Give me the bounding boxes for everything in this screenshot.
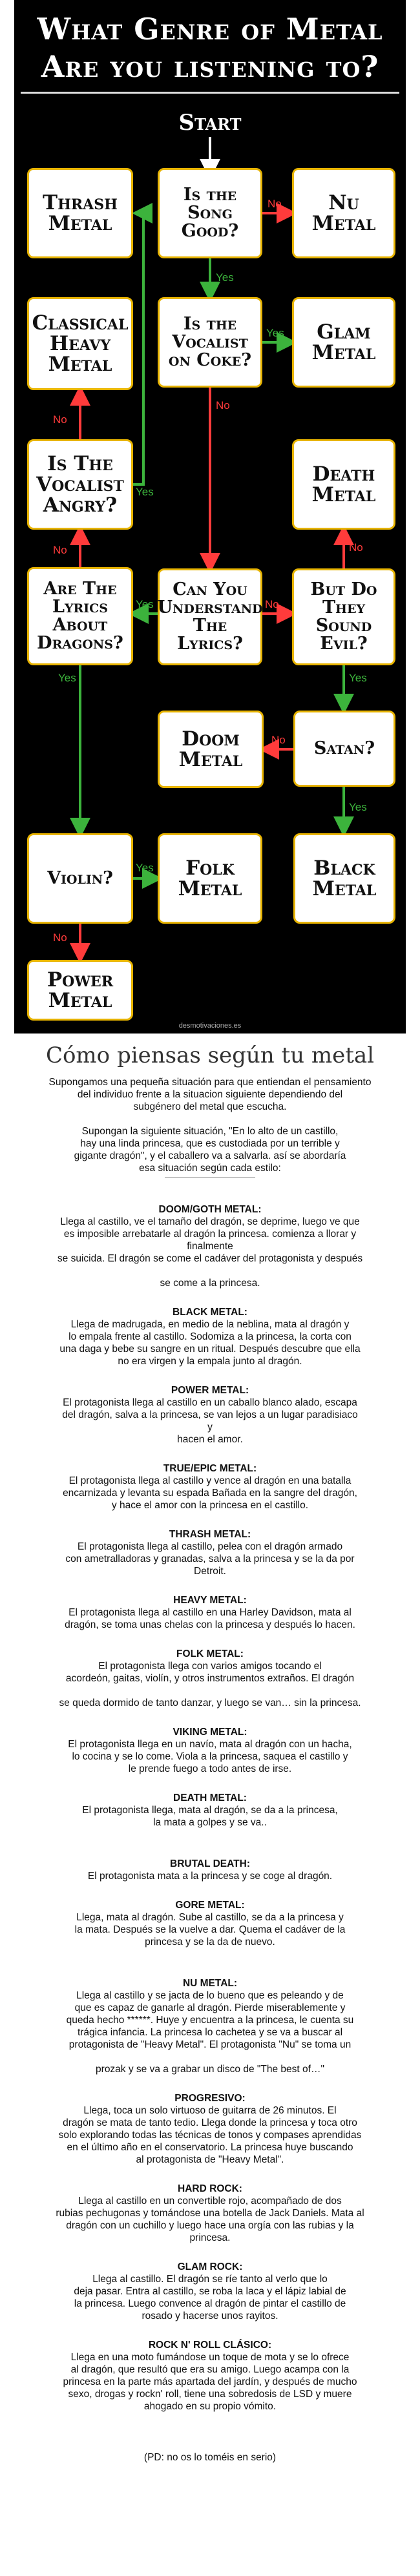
genre-section (0, 2339, 420, 2413)
node-vocalist-on-coke: Is the Vocalist on Coke? (158, 297, 262, 388)
genre-section (0, 1594, 420, 1631)
genre-section (0, 2092, 420, 2166)
genre-text: El protagonista llega en un navío, mata al dragón con un hacha, lo cocina y se lo come. Viola a la princesa, saquea el castillo y le prende fuego a todo antes de irse. (68, 1739, 352, 1774)
node-lyrics-about-dragons: Are The Lyrics About Dragons? (27, 567, 133, 665)
genre-text: Llega de madrugada, en medio de la neblina, mata al dragón y lo empala frente al castillo. Sodomiza a la princesa, la corta con una daga y bebe su sangre en un ritual. Después descubre que ella no era virgen y la empala junto al dragón. (59, 1319, 361, 1367)
node-is-song-good: Is the Song Good? (158, 168, 262, 258)
label-coke-no: No (216, 399, 230, 411)
genre-heading: THRASH METAL: (169, 1529, 251, 1540)
node-black-metal: Black Metal (293, 833, 395, 924)
node-understand-lyrics: Can You Understand The Lyrics? (158, 568, 262, 665)
label-angry-yes: Yes (136, 486, 154, 498)
flowchart-poster (14, 0, 406, 1034)
node-power-metal: Power Metal (27, 960, 133, 1021)
genre-heading: BRUTAL DEATH: (170, 1858, 250, 1869)
genre-text: El protagonista llega, mata al dragón, se da a la princesa, la mata a golpes y se va.. (82, 1805, 338, 1828)
watermark: desmotivaciones.es (178, 1022, 242, 1030)
label-good-no: No (268, 198, 282, 210)
genre-heading: ROCK N' ROLL CLÁSICO: (148, 2340, 272, 2351)
genre-heading: FOLK METAL: (176, 1648, 244, 1659)
genre-heading: GLAM ROCK: (177, 2261, 243, 2272)
node-thrash-metal: Thrash Metal (27, 168, 133, 258)
label-coke-yes: Yes (266, 327, 284, 339)
genre-section (0, 1858, 420, 1882)
article-title: Cómo piensas según tu metal (45, 1043, 375, 1068)
node-sound-evil: But Do They Sound Evil? (292, 568, 395, 665)
genre-heading: PROGRESIVO: (174, 2093, 246, 2104)
article-intro2: Supongan la siguiente situación, "En lo alto de un castillo, hay una linda princesa, que es custodiada por un terrible y gigante dragón", y el caballero va a salvarla. así se abordaría esa situación según cada estilo: (74, 1126, 346, 1174)
genre-text: El protagonista llega al castillo y vence al dragón en una batalla encarnizada y levanta su espada Bañada en la sangre del dragón, y hace el amor con la princesa en el castillo. (63, 1475, 357, 1511)
label-good-yes: Yes (216, 271, 234, 284)
genre-text: El protagonista mata a la princesa y se coge al dragón. (87, 1871, 333, 1882)
label-angry-no: No (53, 413, 67, 426)
genre-text: Llega, mata al dragón. Sube al castillo, se da a la princesa y la mata. Después se la vuelve a dar. Quema el cadáver de la princesa y se la da de nuevo. (74, 1912, 346, 1948)
sections (0, 1203, 420, 2413)
genre-section (0, 2261, 420, 2322)
genre-section (0, 1726, 420, 1775)
genre-text: El protagonista llega al castillo en un caballo blanco alado, escapa del dragón, salva a la princesa, se van lejos a un lugar paradisiaco y hacen el amor. (62, 1397, 358, 1445)
genre-section (0, 1899, 420, 1960)
genre-heading: GORE METAL: (175, 1900, 245, 1911)
genre-text: Llega al castillo. El dragón se ríe tanto al verlo que lo deja pasar. Entra al castillo, se roba la laca y el lápiz labial de la princesa. Luego convence al dragón de pintar el castillo de rosado y hacerse unos rayitos. (74, 2274, 346, 2322)
genre-text: Llega al castillo y se jacta de lo bueno que es peleando y de que es capaz de ganarle al dragón. Pierde miserablemente y queda hecho ******. Huye y encuentra a la princesa, le cuenta su trágica infancia. La princesa lo cachetea y se va a buscar al protagonista de "Heavy Metal". El protagonista "Nu" se toma un prozak y se va a grabar un disco de "The best of…" (66, 1990, 354, 2075)
genre-section (0, 1462, 420, 1511)
genre-heading: POWER METAL: (171, 1385, 249, 1396)
node-violin: Violin? (27, 833, 133, 924)
genre-heading: NU METAL: (182, 1978, 238, 1989)
genre-section (0, 1977, 420, 2075)
label-violin-yes: Yes (136, 862, 154, 874)
article-footer: (PD: no os lo toméis en serio) (143, 2452, 277, 2463)
genre-text: Llega en una moto fumándose un toque de mota y se lo ofrece al dragón, que resultó que era su amigo. Luego acampa con la princesa en la parte más apartada del jardín, y después de mucho sexo, drogas y rockn' roll, tiene una sobredosis de LSD y muere ahogado en su propio vómito. (63, 2352, 357, 2412)
genre-text: El protagonista llega con varios amigos tocando el acordeón, gaitas, violín, y otros instrumentos extraños. El dragón se queda dormido de tanto danzar, y luego se van… sin la princesa. (59, 1661, 361, 1709)
node-nu-metal: Nu Metal (292, 168, 395, 258)
genre-text: El protagonista llega al castillo en una Harley Davidson, mata al dragón, se toma unas chelas con la princesa y después lo hacen. (65, 1607, 355, 1630)
node-classical-heavy-metal: Classical Heavy Metal (27, 297, 133, 390)
genre-text: Llega, toca un solo virtuoso de guitarra de 26 minutos. El dragón se mata de tanto tedio. Llega donde la princesa y toca otro solo explorando todas las técnicas de tonos y compases aprendidas en el último año en el conservatorio. La princesa huye buscando al protagonista de "Heavy Metal". (58, 2105, 362, 2165)
genre-heading: DOOM/GOTH METAL: (158, 1204, 262, 1215)
genre-section (0, 1203, 420, 1289)
genre-section (0, 1306, 420, 1367)
genre-section (0, 1648, 420, 1709)
genre-heading: BLACK METAL: (173, 1307, 247, 1318)
label-understand-yes: Yes (136, 598, 154, 610)
genre-heading: HEAVY METAL: (173, 1595, 247, 1606)
genre-heading: HARD ROCK: (178, 2183, 242, 2194)
node-satan: Satan? (293, 711, 395, 787)
start-label: Start (178, 110, 242, 136)
label-evil-no: No (349, 541, 363, 554)
genre-section (0, 1528, 420, 1577)
genre-heading: VIKING METAL: (173, 1727, 247, 1738)
label-evil-yes: Yes (349, 672, 367, 684)
node-doom-metal: Doom Metal (158, 711, 264, 788)
genre-text: Llega al castillo, ve el tamaño del dragón, se deprime, luego ve que es imposible arrebatarle al dragón la princesa. comienza a llorar y finalmente se suicida. El dragón se come el cadáver del protagonista y después se come a la princesa. (57, 1216, 363, 1289)
label-dragons-yes: Yes (58, 672, 76, 684)
poster-title-line1: What Genre of Metal (37, 12, 383, 47)
label-understand-no: No (265, 598, 279, 610)
article-intro: Supongamos una pequeña situación para que entiendan el pensamiento del individuo frente a la situacion siguiente dependiendo del subgénero del metal que escucha. (48, 1077, 372, 1112)
genre-text: El protagonista llega al castillo, pelea con el dragón armado con ametralladoras y granadas, salva a la princesa y se la da por Detroit. (65, 1541, 355, 1577)
label-satan-yes: Yes (349, 801, 367, 813)
label-dragons-no: No (53, 544, 67, 556)
label-violin-no: No (53, 931, 67, 944)
arrow-angry-thrash (133, 213, 143, 484)
label-satan-no: No (271, 734, 286, 746)
poster-title-line2: Are you listening to? (41, 49, 379, 84)
genre-heading: DEATH METAL: (173, 1792, 247, 1803)
article (0, 1037, 420, 2464)
genre-text: Llega al castillo en un convertible rojo, acompañado de dos rubias pechugonas y tomándose una botella de Jack Daniels. Mata al dragón con un cuchillo y luego hace una orgía con las rubias y la princesa. (56, 2196, 364, 2243)
node-vocalist-angry: Is The Vocalist Angry? (27, 439, 133, 530)
node-glam-metal: Glam Metal (292, 297, 395, 388)
node-death-metal: Death Metal (292, 439, 395, 530)
genre-section (0, 1384, 420, 1446)
genre-section (0, 2183, 420, 2244)
genre-heading: TRUE/EPIC METAL: (163, 1463, 257, 1474)
node-folk-metal: Folk Metal (158, 833, 262, 924)
genre-section (0, 1792, 420, 1841)
